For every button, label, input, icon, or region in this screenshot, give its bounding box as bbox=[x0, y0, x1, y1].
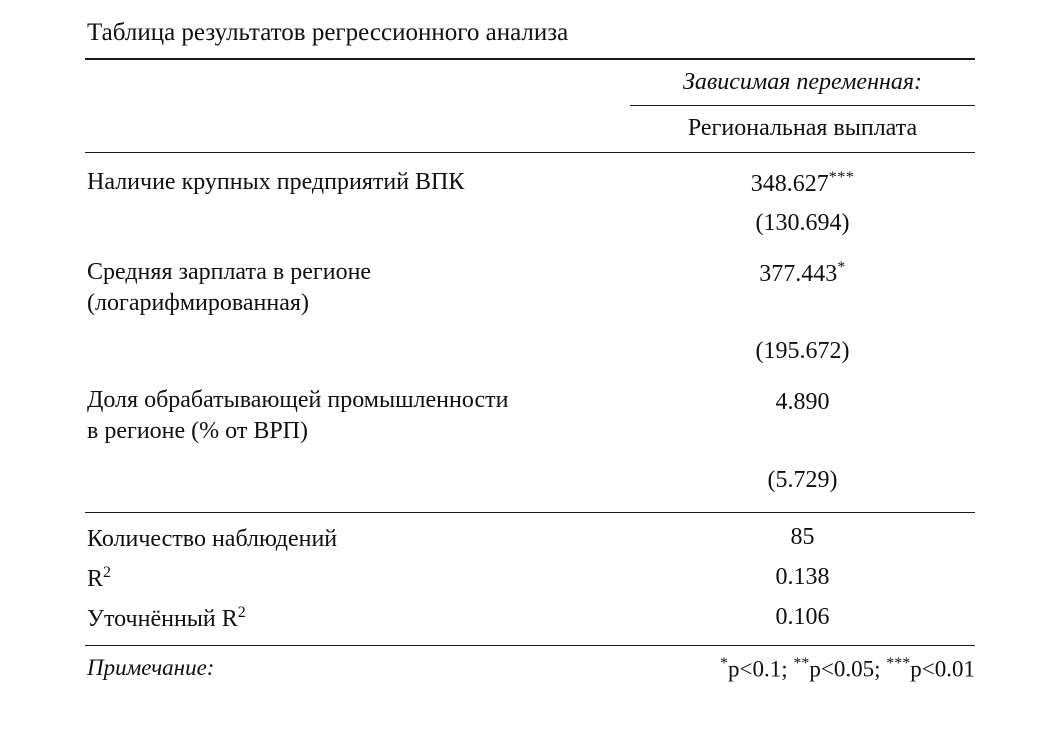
variable-label-line1: Доля обрабатывающей промышленности bbox=[87, 387, 509, 414]
significance-stars: *** bbox=[828, 169, 855, 186]
standard-error-value: (195.672) bbox=[755, 338, 850, 365]
note-row bbox=[85, 646, 975, 683]
dependent-variable-name: Региональная выплата bbox=[687, 115, 918, 141]
table-row bbox=[85, 243, 975, 318]
variable-label bbox=[85, 371, 630, 446]
table-row-stderr bbox=[85, 447, 975, 500]
variable-label-line1: Наличие крупных предприятий ВПК bbox=[87, 169, 465, 195]
statistic-label bbox=[85, 513, 630, 553]
statistic-row bbox=[85, 553, 975, 593]
variable-label bbox=[85, 243, 630, 318]
note-star-1: * bbox=[720, 654, 729, 672]
variable-label-line2: (логарифмированная) bbox=[87, 289, 309, 316]
dependent-variable-name-row bbox=[85, 106, 975, 153]
significance-legend bbox=[630, 646, 975, 683]
variable-label bbox=[85, 153, 630, 198]
statistic-value: 85 bbox=[790, 523, 815, 550]
statistic-label-sup: 2 bbox=[237, 603, 246, 621]
note-star-2: ** bbox=[793, 654, 810, 672]
dependent-variable-header: Зависимая переменная: bbox=[630, 60, 975, 106]
note-text-3: p<0.01 bbox=[910, 656, 975, 682]
table-row bbox=[85, 371, 975, 446]
coefficient-value: 348.627 bbox=[750, 171, 829, 197]
statistics-spacer-left bbox=[85, 633, 630, 646]
statistic-label bbox=[85, 593, 630, 633]
note-star-3: *** bbox=[886, 654, 911, 672]
statistic-value: 0.138 bbox=[775, 563, 830, 590]
dependent-variable-header-row bbox=[85, 60, 975, 106]
variable-label-line2: в регионе (% от ВРП) bbox=[87, 418, 309, 445]
stderr-label-spacer bbox=[85, 198, 630, 243]
note-text-2: p<0.05; bbox=[809, 656, 887, 682]
table-row bbox=[85, 153, 975, 198]
statistic-row bbox=[85, 513, 975, 553]
statistic-label-text: Уточнённый R bbox=[87, 605, 238, 632]
statistic-value: 0.106 bbox=[775, 603, 830, 630]
regression-results-table bbox=[85, 58, 975, 683]
table-row-stderr bbox=[85, 198, 975, 243]
statistics-spacer-row bbox=[85, 633, 975, 646]
coefficient-value: 4.890 bbox=[775, 389, 830, 416]
stderr-label-spacer bbox=[85, 447, 630, 500]
statistic-label-text: R bbox=[87, 565, 104, 592]
coefficient-cell bbox=[630, 243, 975, 318]
statistic-label bbox=[85, 553, 630, 593]
section-spacer-row bbox=[85, 500, 975, 513]
page-title: Таблица результатов регрессионного анализа bbox=[87, 19, 569, 46]
note-label: Примечание: bbox=[87, 654, 215, 680]
variable-label-line1: Средняя зарплата в регионе bbox=[87, 259, 372, 285]
note-text-1: p<0.1; bbox=[728, 656, 794, 682]
standard-error-value: (5.729) bbox=[767, 466, 838, 493]
coefficient-cell bbox=[630, 153, 975, 198]
stderr-label-spacer bbox=[85, 318, 630, 371]
header-spacer-cell bbox=[85, 60, 630, 106]
table-row-stderr bbox=[85, 318, 975, 371]
coefficient-value: 377.443 bbox=[759, 261, 838, 287]
standard-error-value: (130.694) bbox=[755, 210, 850, 236]
section-spacer-right bbox=[630, 500, 975, 513]
section-spacer-left bbox=[85, 500, 630, 513]
statistic-row bbox=[85, 593, 975, 633]
dependent-name-spacer-cell bbox=[85, 106, 630, 153]
coefficient-cell bbox=[630, 371, 975, 446]
significance-stars: * bbox=[837, 259, 846, 276]
statistic-label-sup: 2 bbox=[103, 563, 112, 581]
statistic-label-text: Количество наблюдений bbox=[87, 525, 338, 552]
statistics-spacer-right bbox=[630, 633, 975, 646]
